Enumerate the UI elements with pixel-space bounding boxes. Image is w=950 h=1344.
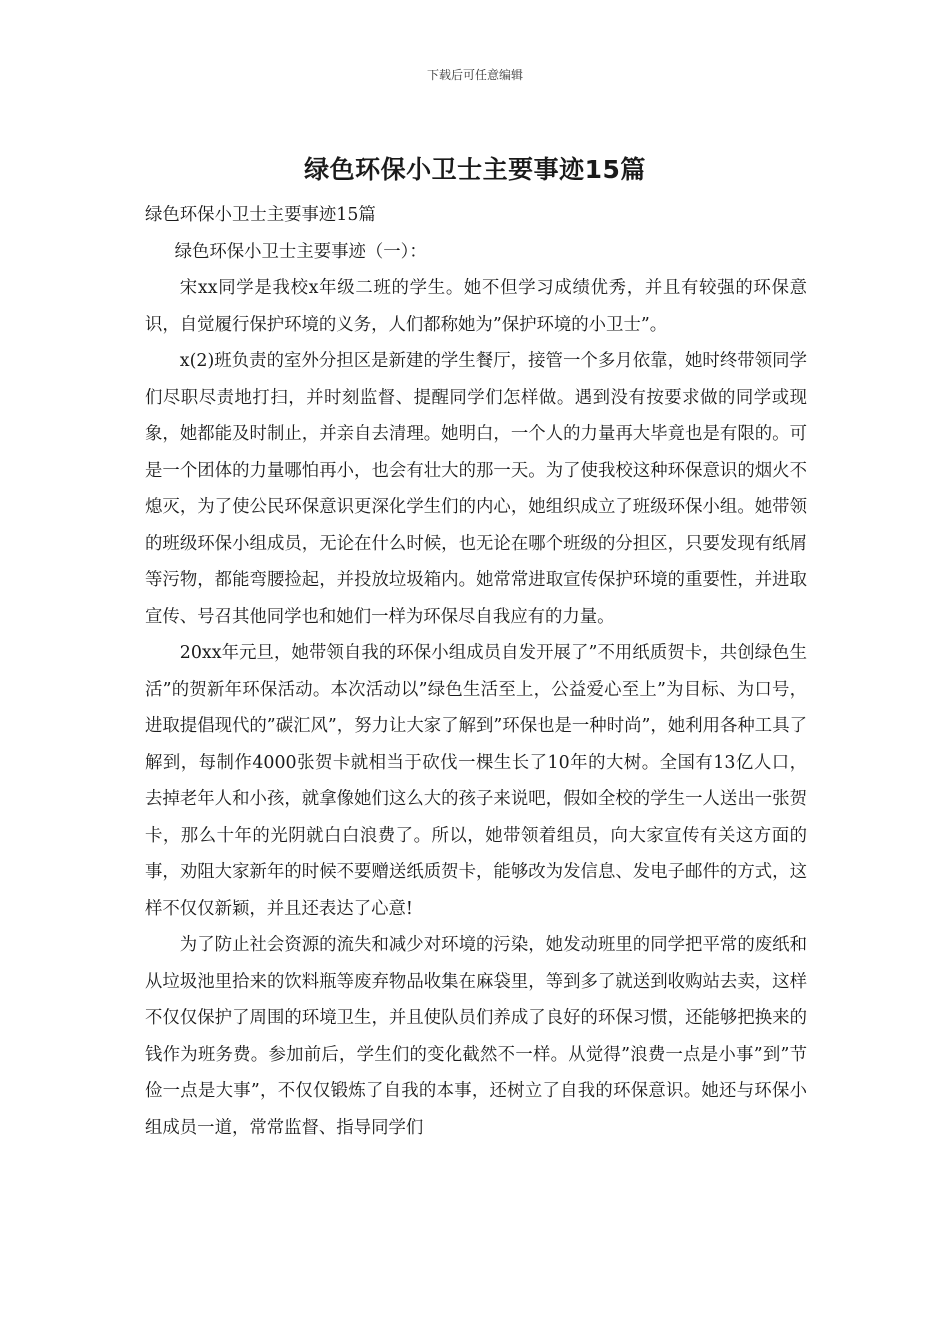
body-paragraph: 20xx年元旦，她带领自我的环保小组成员自发开展了”不用纸质贺卡，共创绿色生活”的贺新年环保活动。本次活动以”绿色生活至上，公益爱心至上”为目标、为口号，进取提倡现代的”碳汇风”，努力让大家了解到”环保也是一种时尚”，她利用各种工具了解到，每制作4000张贺卡就相当于砍伐一棵生长了10年的大树。全国有13亿人口，去掉老年人和小孩，就拿像她们这么大的孩子来说吧，假如全校的学生一人送出一张贺卡，那么十年的光阴就白白浪费了。所以，她带领着组员，向大家宣传有关这方面的事，劝阻大家新年的时候不要赠送纸质贺卡，能够改为发信息、发电子邮件的方式，这样不仅仅新颖，并且还表达了心意! — [145, 643, 807, 919]
subtitle-line: 绿色环保小卫士主要事迹15篇 — [145, 205, 376, 225]
body-paragraph: 宋xx同学是我校x年级二班的学生。她不但学习成绩优秀，并且有较强的环保意识，自觉履行保护环境的义务，人们都称她为”保护环境的小卫士”。 — [145, 278, 807, 335]
document-body — [145, 197, 807, 1146]
body-paragraph: 为了防止社会资源的流失和减少对环境的污染，她发动班里的同学把平常的废纸和从垃圾池里拾来的饮料瓶等废弃物品收集在麻袋里，等到多了就送到收购站去卖，这样不仅仅保护了周围的环境卫生，并且使队员们养成了良好的环保习惯，还能够把换来的钱作为班务费。参加前后，学生们的变化截然不一样。从觉得”浪费一点是小事”到”节俭一点是大事”，不仅仅锻炼了自我的本事，还树立了自我的环保意识。她还与环保小组成员一道，常常监督、指导同学们 — [145, 935, 807, 1138]
document-title: 绿色环保小卫士主要事迹15篇 — [304, 155, 646, 184]
body-paragraph: x(2)班负责的室外分担区是新建的学生餐厅，接管一个多月依靠，她时终带领同学们尽职尽责地打扫，并时刻监督、提醒同学们怎样做。遇到没有按要求做的同学或现象，她都能及时制止，并亲自去清理。她明白，一个人的力量再大毕竟也是有限的。可是一个团体的力量哪怕再小，也会有壮大的那一天。为了使我校这种环保意识的烟火不熄灭，为了使公民环保意识更深化学生们的内心，她组织成立了班级环保小组。她带领的班级环保小组成员，无论在什么时候，也无论在哪个班级的分担区，只要发现有纸屑等污物，都能弯腰捡起，并投放垃圾箱内。她常常进取宣传保护环境的重要性，并进取宣传、号召其他同学也和她们一样为环保尽自我应有的力量。 — [145, 351, 807, 627]
page-header-note: 下载后可任意编辑 — [426, 68, 523, 82]
section-heading: 绿色环保小卫士主要事迹（一）： — [174, 241, 427, 262]
